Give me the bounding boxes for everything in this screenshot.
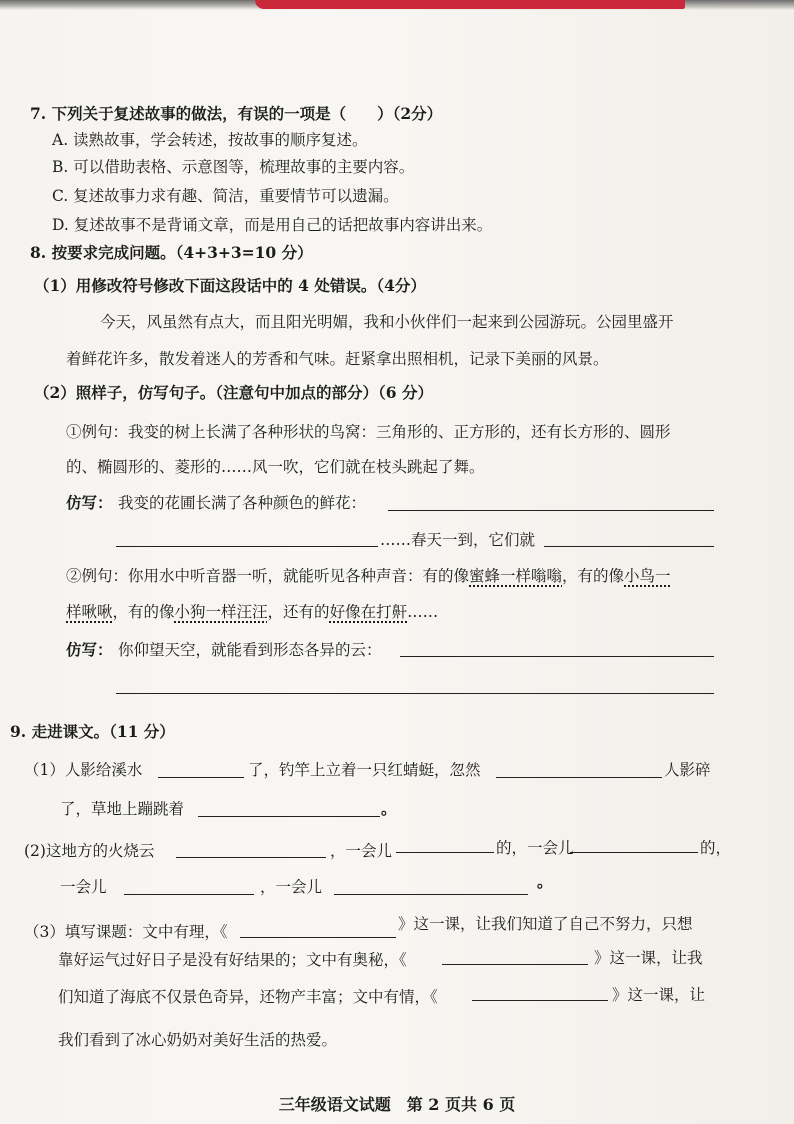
q8-imitate2-blank1[interactable]: [400, 656, 714, 657]
q9-p2-e: 一会儿: [60, 878, 107, 896]
q8-example2-line1: [66, 566, 671, 586]
q9-p2-a: (2)这地方的火烧云: [24, 842, 155, 860]
q9-p2-blank2[interactable]: [396, 852, 494, 853]
q9-p1-blank3[interactable]: [198, 816, 380, 817]
q8-example2-dotted-i: 好像在打鼾: [329, 603, 408, 621]
red-strip: [255, 0, 685, 9]
q8-passage-line2: 着鲜花许多，散发着迷人的芳香和气味。赶紧拿出照相机，记录下美丽的风景。: [66, 350, 609, 368]
q8-example2-part-j: ……: [407, 603, 439, 621]
q8-part2-title: （2）照样子，仿写句子。（注意句中加点的部分）（6 分）: [34, 383, 433, 402]
q8-imitate1-text: 我变的花圃长满了各种颜色的鲜花：: [118, 494, 367, 512]
q8-example2-dotted-g: 小狗一样汪汪: [174, 603, 268, 621]
q7-option-c: C. 复述故事力求有趣、简洁，重要情节可以遗漏。: [52, 187, 399, 205]
q9-p1-c: 人影碎: [664, 761, 711, 779]
q7-option-b: B. 可以借助表格、示意图等，梳理故事的主要内容。: [52, 158, 415, 176]
q8-example1-line1: ①例句：我变的树上长满了各种形状的鸟窝：三角形的、正方形的，还有长方形的、圆形: [66, 423, 671, 441]
q8-example2-part-f: ，有的像: [112, 603, 175, 621]
q8-imitate1-blank2[interactable]: [116, 546, 378, 547]
q8-part1-title: （1）用修改符号修改下面这段话中的 4 处错误。（4分）: [34, 276, 426, 295]
q7-option-a: A. 读熟故事，学会转述，按故事的顺序复述。: [52, 131, 368, 149]
q8-imitate1-blank3[interactable]: [544, 546, 714, 547]
q9-p3-b: 》这一课，让我们知道了自己不努力，只想: [398, 915, 693, 933]
q8-imitate1-label: 仿写：: [66, 493, 113, 512]
q8-title: 8. 按要求完成问题。（4+3+3=10 分）: [30, 243, 313, 262]
q8-imitate1-continue: ……春天一到，它们就: [380, 531, 536, 549]
q9-p3-d: 》这一课，让我: [594, 949, 703, 967]
q9-p1-b: 了，钓竿上立着一只红蜻蜓，忽然: [248, 761, 481, 779]
q9-p2-blank3[interactable]: [570, 852, 698, 853]
q8-imitate1-blank1[interactable]: [388, 510, 714, 511]
q8-example1-line2: 的、椭圆形的、菱形的……风一吹，它们就在枝头跳起了舞。: [66, 458, 485, 476]
q9-p3-g: 我们看到了冰心奶奶对美好生活的热爱。: [58, 1031, 338, 1049]
q7-option-d: D. 复述故事不是背诵文章，而是用自己的话把故事内容讲出来。: [52, 216, 493, 234]
q9-p2-blank5[interactable]: [334, 894, 528, 895]
q8-imitate2-label: 仿写：: [66, 640, 113, 659]
q9-p2-blank1[interactable]: [176, 857, 326, 858]
q9-p2-g: 。: [537, 872, 553, 891]
q9-p3-blank1[interactable]: [240, 937, 396, 938]
q8-example2-dotted-a: 蜜蜂一样嗡嗡: [469, 567, 563, 585]
q8-example2-line2: [66, 602, 438, 622]
q9-p3-f: 》这一课，让: [612, 986, 706, 1004]
q8-imitate2-blank2[interactable]: [116, 693, 714, 694]
q8-example2-part-a: ②例句：你用水中听音器一听，就能听见各种声音：有的像: [66, 567, 470, 585]
q9-p2-c: 的，一会儿: [496, 839, 574, 857]
q8-example2-part-c: ，有的像: [562, 567, 625, 585]
q9-title: 9. 走进课文。（11 分）: [10, 722, 175, 741]
q8-example2-part-h: ，还有的: [267, 603, 330, 621]
q9-p2-f: ，一会儿: [260, 878, 323, 896]
q9-p1-a: （1）人影给溪水: [24, 761, 143, 779]
q8-example2-dotted-e: 样啾啾: [66, 603, 113, 621]
q9-p2-blank4[interactable]: [124, 894, 254, 895]
q9-p1-blank2[interactable]: [496, 777, 662, 778]
q9-p3-blank2[interactable]: [442, 964, 588, 965]
q9-p1-blank1[interactable]: [158, 777, 244, 778]
q9-p3-e: 们知道了海底不仅景色奇异，还物产丰富；文中有情，《: [58, 988, 438, 1006]
q9-p1-d: 了，草地上蹦跳着: [60, 800, 185, 818]
q9-p3-blank3[interactable]: [472, 1000, 608, 1001]
q9-p2-d: 的，: [700, 839, 732, 857]
q9-p1-e: 。: [381, 799, 397, 818]
q9-p3-c: 靠好运气过好日子是没有好结果的；文中有奥秘，《: [58, 951, 407, 969]
q8-imitate2-text: 你仰望天空，就能看到形态各异的云：: [118, 641, 382, 659]
q9-p3-a: （3）填写课题：文中有理，《: [24, 923, 228, 941]
q8-example2-dotted-d: 小鸟一: [624, 567, 671, 585]
q9-p2-b: ，一会儿: [330, 842, 393, 860]
q8-passage-line1: 今天，风虽然有点大，而且阳光明媚，我和小伙伴们一起来到公园游玩。公园里盛开: [100, 313, 674, 331]
q7-title: 7. 下列关于复述故事的做法，有误的一项是（ ）（2分）: [30, 104, 443, 123]
page-footer: 三年级语文试题 第 2 页共 6 页: [278, 1095, 516, 1114]
